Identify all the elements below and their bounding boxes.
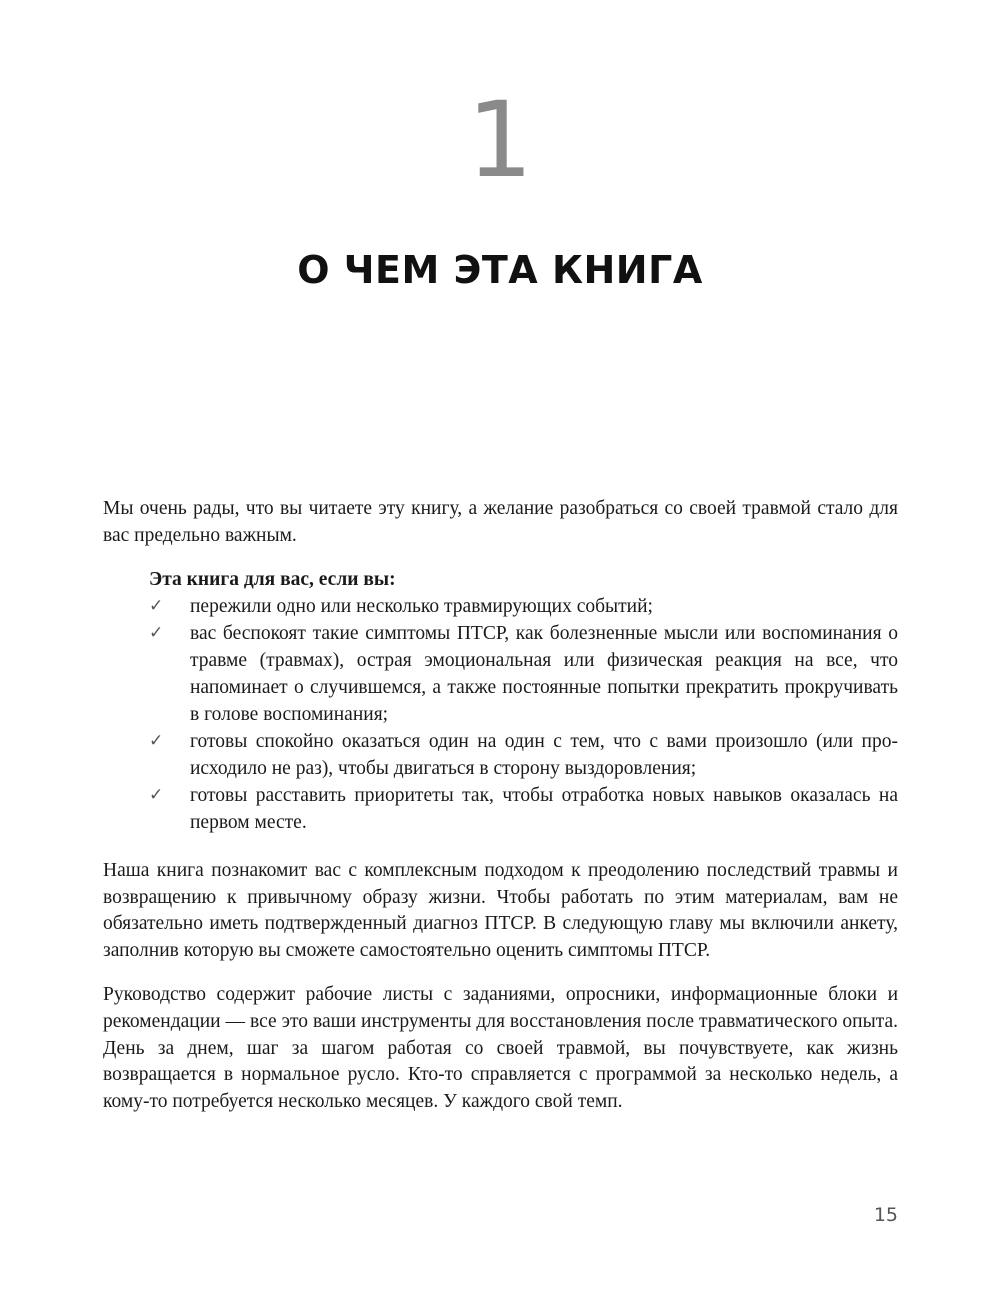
intro-paragraph: Мы очень рады, что вы читаете эту книгу, а желание разобраться со своей травмой стало для вас предельно важным. [103, 498, 898, 546]
check-icon: ✓ [149, 731, 164, 751]
check-icon: ✓ [149, 596, 164, 616]
body-paragraph: Наша книга познакомит вас с комплексным подходом к преодолению последствий травмы и возвращению к привычному образу жизни. Чтобы работать по этим материалам, вам не обязательно иметь подтвержденный диагноз ПТСР. В следующую главу мы включили анкету, заполнив которую вы сможете самостоятельно оценить симптомы ПТСР. [103, 860, 898, 961]
audience-checklist [149, 593, 898, 836]
page-number: 15 [873, 1204, 898, 1226]
chapter-number: 1 [466, 79, 534, 201]
body-paragraph: Руководство содержит рабочие листы с заданиями, опросники, информационные блоки и рекомендации — все это ваши инструменты для восстановления после травматического опыта. День за днем, шаг за шагом работая со своей травмой, вы почувствуете, как жизнь возвращается в нормальное русло. Кто-то справляется с программой за несколько недель, а кому-то потребуется несколько месяцев. У каждого свой темп. [103, 984, 898, 1113]
chapter-title: О ЧЕМ ЭТА КНИГА [297, 248, 703, 292]
list-item [149, 728, 898, 782]
list-item [149, 620, 898, 728]
list-item-text: готовы расставить приоритеты так, чтобы отработка новых навыков оказалась на первом месте. [190, 785, 898, 833]
check-icon: ✓ [149, 785, 164, 805]
check-icon: ✓ [149, 623, 164, 643]
list-item-text: вас беспокоят такие симптомы ПТСР, как болезненные мысли или воспоминания о травме (травмах), острая эмоциональная или физическая реакция на все, что напоминает о случившемся, а также постоянные попытки прекратить прокручивать в голове воспоминания; [190, 623, 898, 725]
audience-list-block [149, 566, 898, 836]
list-item [149, 782, 898, 836]
list-heading: Эта книга для вас, если вы: [149, 569, 396, 590]
list-item-text: готовы спокойно оказаться один на один с тем, что с вами произошло (или происходило не раз), чтобы двигаться в сторону выздоровления; [190, 731, 898, 779]
list-item-text: пережили одно или несколько травмирующих событий; [190, 596, 653, 617]
list-item [149, 593, 898, 620]
